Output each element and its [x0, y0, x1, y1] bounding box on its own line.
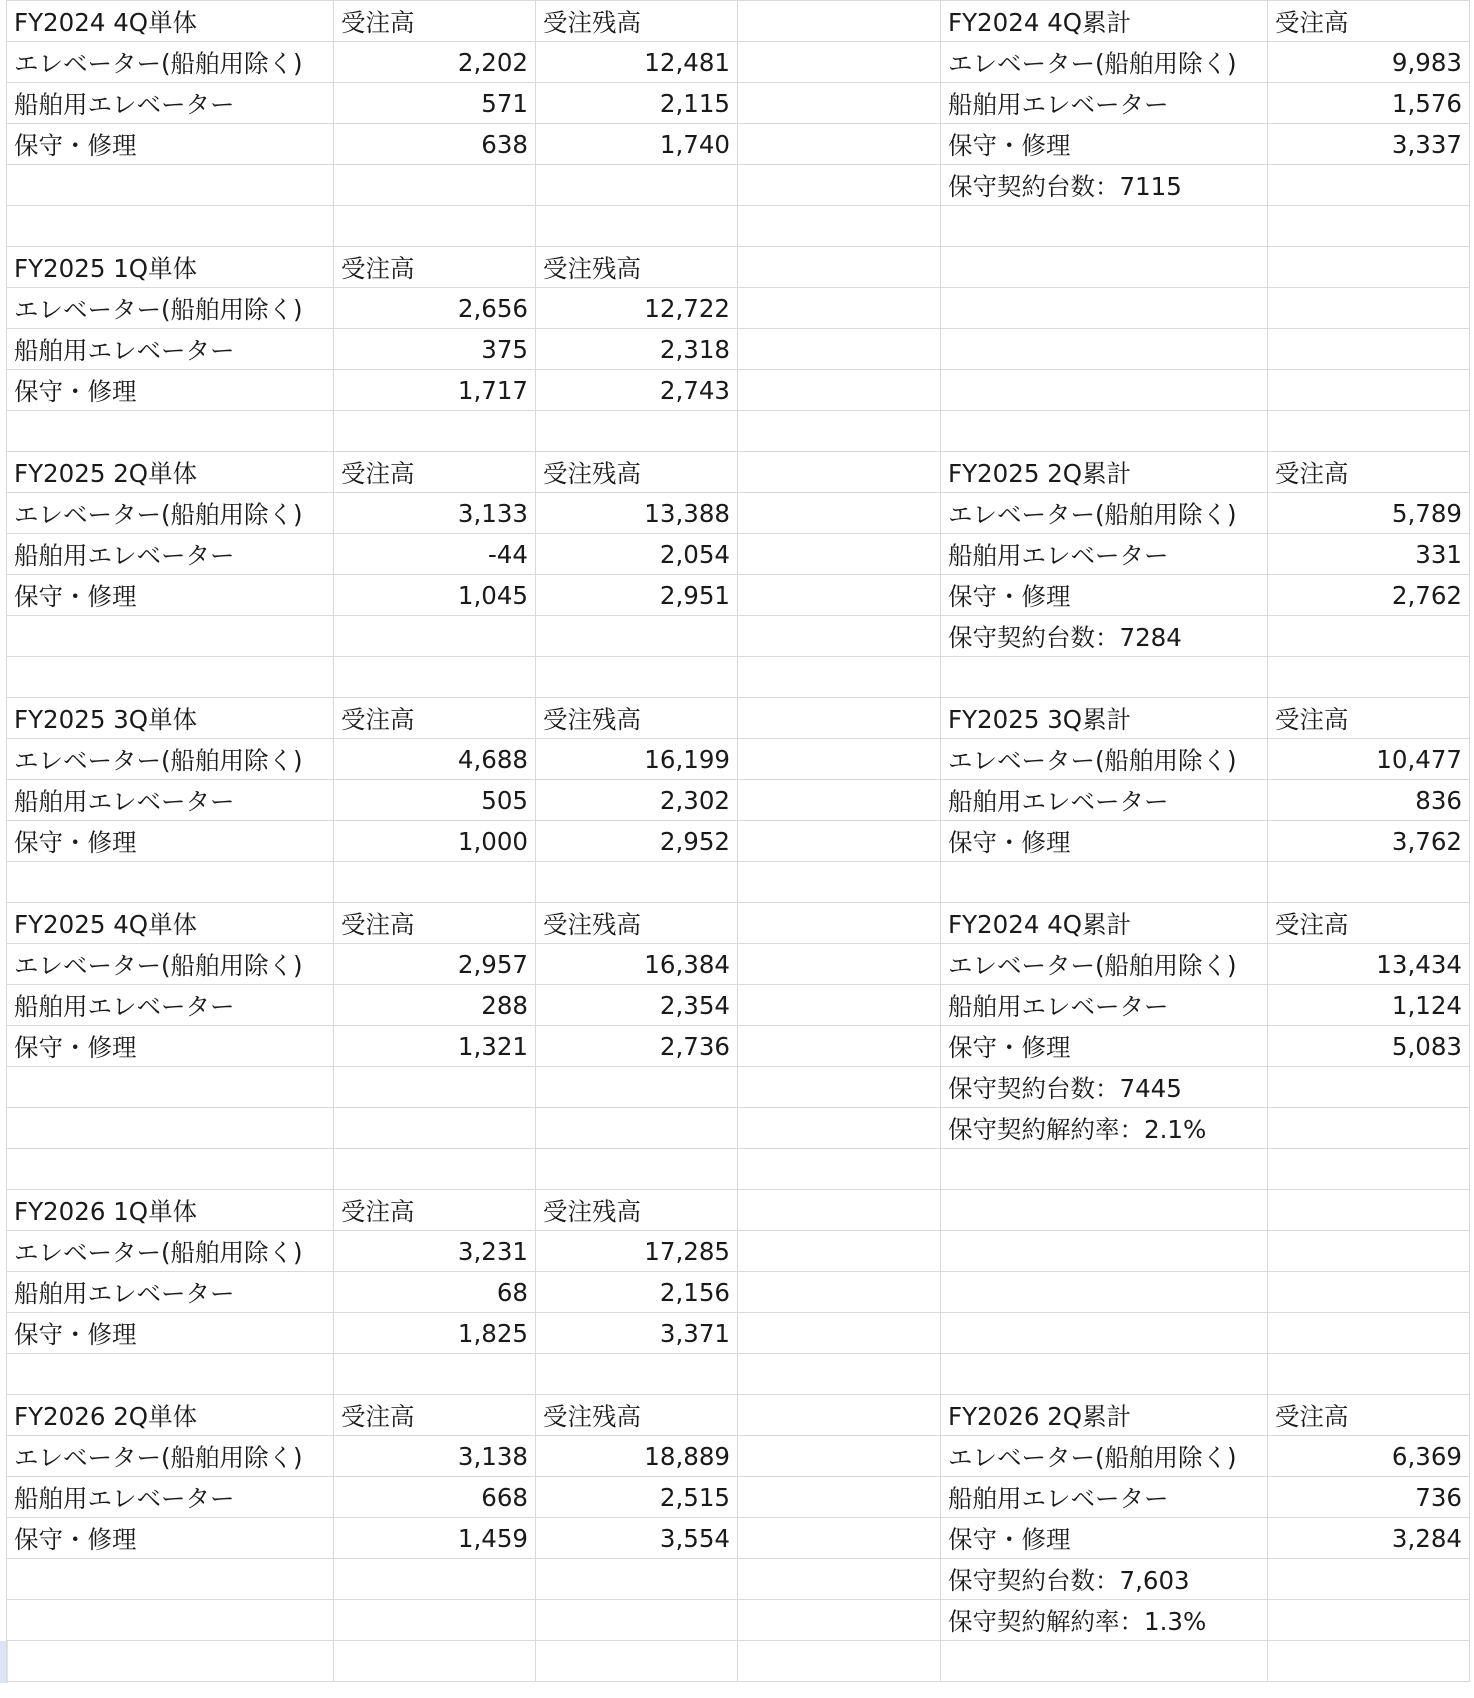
sheet-cell[interactable]: [536, 1108, 738, 1149]
sheet-cell[interactable]: [1268, 1067, 1470, 1108]
sheet-cell[interactable]: [1268, 165, 1470, 206]
sheet-cell[interactable]: [738, 903, 941, 944]
sheet-cell[interactable]: 3,371: [536, 1313, 738, 1354]
sheet-cell[interactable]: 1,124: [1268, 985, 1470, 1026]
sheet-cell[interactable]: 受注高: [334, 1395, 536, 1436]
sheet-cell[interactable]: [941, 1272, 1268, 1313]
sheet-row: [7, 42, 1470, 83]
sheet-row: [7, 1067, 1470, 1108]
sheet-cell[interactable]: [1268, 616, 1470, 657]
sheet-cell[interactable]: 16,199: [536, 739, 738, 780]
sheet-row: [7, 1149, 1470, 1190]
sheet-cell[interactable]: [334, 616, 536, 657]
sheet-row: [7, 862, 1470, 903]
sheet-cell[interactable]: [738, 1600, 941, 1641]
sheet-cell[interactable]: [7, 1600, 334, 1641]
sheet-cell[interactable]: 保守契約台数：7445: [941, 1067, 1268, 1108]
sheet-cell[interactable]: 3,133: [334, 493, 536, 534]
sheet-cell[interactable]: 12,481: [536, 42, 738, 83]
sheet-cell[interactable]: [738, 1395, 941, 1436]
sheet-cell[interactable]: [941, 1354, 1268, 1395]
sheet-cell[interactable]: [1268, 411, 1470, 452]
sheet-row: [7, 370, 1470, 411]
sheet-cell[interactable]: [7, 616, 334, 657]
sheet-cell[interactable]: [1268, 1600, 1470, 1641]
sheet-cell[interactable]: [738, 575, 941, 616]
sheet-cell[interactable]: 船舶用エレベーター: [7, 329, 334, 370]
sheet-cell[interactable]: 保守・修理: [7, 124, 334, 165]
sheet-cell[interactable]: [1268, 370, 1470, 411]
sheet-cell[interactable]: 68: [334, 1272, 536, 1313]
sheet-cell[interactable]: 3,554: [536, 1518, 738, 1559]
sheet-cell[interactable]: 船舶用エレベーター: [7, 534, 334, 575]
sheet-cell[interactable]: [738, 780, 941, 821]
sheet-cell[interactable]: エレベーター(船舶用除く): [941, 944, 1268, 985]
spreadsheet-table: [6, 0, 1470, 1682]
sheet-cell[interactable]: 1,321: [334, 1026, 536, 1067]
sheet-cell[interactable]: [738, 1354, 941, 1395]
sheet-cell[interactable]: 受注残高: [536, 1395, 738, 1436]
sheet-cell[interactable]: [738, 1149, 941, 1190]
sheet-cell[interactable]: [738, 1231, 941, 1272]
sheet-cell[interactable]: 1,740: [536, 124, 738, 165]
sheet-cell[interactable]: [941, 206, 1268, 247]
sheet-cell[interactable]: [738, 124, 941, 165]
sheet-row: [7, 534, 1470, 575]
sheet-cell[interactable]: 受注残高: [536, 698, 738, 739]
sheet-row: [7, 903, 1470, 944]
sheet-row: [7, 821, 1470, 862]
sheet-cell[interactable]: [738, 452, 941, 493]
sheet-cell[interactable]: [941, 862, 1268, 903]
sheet-cell[interactable]: [738, 1190, 941, 1231]
sheet-cell[interactable]: [738, 944, 941, 985]
sheet-row: [7, 83, 1470, 124]
sheet-cell[interactable]: 保守契約解約率：2.1%: [941, 1108, 1268, 1149]
sheet-cell[interactable]: エレベーター(船舶用除く): [941, 739, 1268, 780]
sheet-row: [7, 1231, 1470, 1272]
sheet-cell[interactable]: 2,743: [536, 370, 738, 411]
sheet-cell[interactable]: 船舶用エレベーター: [941, 1477, 1268, 1518]
sheet-row: [7, 1313, 1470, 1354]
sheet-cell[interactable]: 受注高: [334, 247, 536, 288]
sheet-row: [7, 1477, 1470, 1518]
sheet-cell[interactable]: [7, 1067, 334, 1108]
sheet-cell[interactable]: エレベーター(船舶用除く): [941, 1436, 1268, 1477]
sheet-cell[interactable]: 18,889: [536, 1436, 738, 1477]
sheet-cell[interactable]: 受注残高: [536, 247, 738, 288]
sheet-cell[interactable]: -44: [334, 534, 536, 575]
sheet-cell[interactable]: 2,302: [536, 780, 738, 821]
sheet-cell[interactable]: 受注高: [334, 452, 536, 493]
sheet-cell[interactable]: FY2024 4Q累計: [941, 1, 1268, 42]
sheet-cell[interactable]: 2,951: [536, 575, 738, 616]
sheet-row: [7, 411, 1470, 452]
sheet-cell[interactable]: 保守・修理: [7, 1313, 334, 1354]
sheet-cell[interactable]: 3,337: [1268, 124, 1470, 165]
sheet-cell[interactable]: 12,722: [536, 288, 738, 329]
sheet-cell[interactable]: [738, 698, 941, 739]
sheet-cell[interactable]: 13,434: [1268, 944, 1470, 985]
sheet-cell[interactable]: 6,369: [1268, 1436, 1470, 1477]
sheet-cell[interactable]: 船舶用エレベーター: [941, 780, 1268, 821]
sheet-cell[interactable]: エレベーター(船舶用除く): [941, 42, 1268, 83]
sheet-cell[interactable]: [738, 247, 941, 288]
sheet-cell[interactable]: エレベーター(船舶用除く): [7, 739, 334, 780]
sheet-cell[interactable]: エレベーター(船舶用除く): [941, 493, 1268, 534]
sheet-cell[interactable]: 571: [334, 83, 536, 124]
sheet-cell[interactable]: 375: [334, 329, 536, 370]
sheet-cell[interactable]: 505: [334, 780, 536, 821]
sheet-cell[interactable]: [334, 1108, 536, 1149]
sheet-cell[interactable]: [738, 1, 941, 42]
sheet-row: [7, 1600, 1470, 1641]
sheet-cell[interactable]: [334, 862, 536, 903]
sheet-cell[interactable]: [941, 657, 1268, 698]
sheet-cell[interactable]: [738, 165, 941, 206]
sheet-cell[interactable]: [1268, 288, 1470, 329]
sheet-cell[interactable]: [7, 1641, 334, 1682]
sheet-row: [7, 1436, 1470, 1477]
sheet-cell[interactable]: FY2025 2Q単体: [7, 452, 334, 493]
sheet-cell[interactable]: 331: [1268, 534, 1470, 575]
sheet-cell[interactable]: [941, 1190, 1268, 1231]
sheet-cell[interactable]: 船舶用エレベーター: [941, 985, 1268, 1026]
sheet-cell[interactable]: [7, 1559, 334, 1600]
sheet-cell[interactable]: 船舶用エレベーター: [7, 780, 334, 821]
sheet-cell[interactable]: FY2025 4Q単体: [7, 903, 334, 944]
sheet-cell[interactable]: 17,285: [536, 1231, 738, 1272]
sheet-cell[interactable]: [738, 657, 941, 698]
sheet-cell[interactable]: [1268, 206, 1470, 247]
sheet-cell[interactable]: 保守契約台数：7115: [941, 165, 1268, 206]
sheet-cell[interactable]: [738, 1067, 941, 1108]
sheet-row: [7, 288, 1470, 329]
sheet-cell[interactable]: 3,231: [334, 1231, 536, 1272]
sheet-cell[interactable]: [738, 1272, 941, 1313]
sheet-row: [7, 985, 1470, 1026]
sheet-cell[interactable]: [7, 206, 334, 247]
sheet-cell[interactable]: 受注残高: [536, 903, 738, 944]
sheet-row: [7, 575, 1470, 616]
sheet-cell[interactable]: 2,054: [536, 534, 738, 575]
sheet-cell[interactable]: 船舶用エレベーター: [7, 1272, 334, 1313]
sheet-cell[interactable]: エレベーター(船舶用除く): [7, 1231, 334, 1272]
sheet-cell[interactable]: 288: [334, 985, 536, 1026]
sheet-cell[interactable]: [1268, 1190, 1470, 1231]
sheet-cell[interactable]: 2,957: [334, 944, 536, 985]
sheet-row: [7, 206, 1470, 247]
sheet-cell[interactable]: [941, 288, 1268, 329]
spreadsheet-body: [7, 1, 1470, 1682]
sheet-row: [7, 1, 1470, 42]
sheet-cell[interactable]: 船舶用エレベーター: [941, 83, 1268, 124]
sheet-cell[interactable]: [738, 1436, 941, 1477]
sheet-cell[interactable]: [536, 1600, 738, 1641]
sheet-cell[interactable]: [738, 370, 941, 411]
sheet-cell[interactable]: FY2025 3Q累計: [941, 698, 1268, 739]
sheet-cell[interactable]: 2,202: [334, 42, 536, 83]
sheet-cell[interactable]: [738, 1108, 941, 1149]
sheet-cell[interactable]: エレベーター(船舶用除く): [7, 288, 334, 329]
sheet-cell[interactable]: エレベーター(船舶用除く): [7, 493, 334, 534]
sheet-cell[interactable]: エレベーター(船舶用除く): [7, 1436, 334, 1477]
sheet-cell[interactable]: 1,825: [334, 1313, 536, 1354]
sheet-cell[interactable]: [941, 1313, 1268, 1354]
sheet-cell[interactable]: FY2025 3Q単体: [7, 698, 334, 739]
sheet-cell[interactable]: 638: [334, 124, 536, 165]
sheet-cell[interactable]: [536, 206, 738, 247]
sheet-row: [7, 657, 1470, 698]
sheet-cell[interactable]: [1268, 329, 1470, 370]
sheet-cell[interactable]: [738, 1641, 941, 1682]
sheet-cell[interactable]: [1268, 657, 1470, 698]
sheet-cell[interactable]: 受注残高: [536, 452, 738, 493]
sheet-row: [7, 1354, 1470, 1395]
sheet-cell[interactable]: 受注高: [334, 1, 536, 42]
sheet-cell[interactable]: 船舶用エレベーター: [7, 985, 334, 1026]
sheet-cell[interactable]: [738, 821, 941, 862]
sheet-cell[interactable]: [536, 657, 738, 698]
sheet-cell[interactable]: [738, 985, 941, 1026]
sheet-row: [7, 1272, 1470, 1313]
sheet-cell[interactable]: [941, 411, 1268, 452]
sheet-cell[interactable]: [536, 1559, 738, 1600]
sheet-cell[interactable]: [334, 1354, 536, 1395]
sheet-cell[interactable]: [941, 1641, 1268, 1682]
sheet-cell[interactable]: 保守契約台数：7,603: [941, 1559, 1268, 1600]
sheet-cell[interactable]: 3,762: [1268, 821, 1470, 862]
sheet-cell[interactable]: 保守・修理: [941, 1518, 1268, 1559]
sheet-cell[interactable]: 船舶用エレベーター: [941, 534, 1268, 575]
sheet-cell[interactable]: [738, 1026, 941, 1067]
sheet-cell[interactable]: 受注高: [1268, 698, 1470, 739]
sheet-cell[interactable]: [7, 1149, 334, 1190]
sheet-row: [7, 944, 1470, 985]
sheet-cell[interactable]: [941, 1149, 1268, 1190]
sheet-row: [7, 493, 1470, 534]
sheet-cell[interactable]: 保守契約台数：7284: [941, 616, 1268, 657]
sheet-cell[interactable]: FY2024 4Q累計: [941, 903, 1268, 944]
sheet-cell[interactable]: FY2025 2Q累計: [941, 452, 1268, 493]
sheet-cell[interactable]: 2,156: [536, 1272, 738, 1313]
sheet-row: [7, 124, 1470, 165]
sheet-cell[interactable]: [334, 206, 536, 247]
sheet-cell[interactable]: 保守・修理: [7, 1518, 334, 1559]
sheet-row: [7, 329, 1470, 370]
sheet-cell[interactable]: [7, 657, 334, 698]
sheet-cell[interactable]: 受注高: [334, 698, 536, 739]
sheet-cell[interactable]: 受注高: [1268, 1, 1470, 42]
sheet-cell[interactable]: [1268, 1641, 1470, 1682]
sheet-cell[interactable]: [941, 370, 1268, 411]
sheet-cell[interactable]: 2,354: [536, 985, 738, 1026]
sheet-cell[interactable]: [738, 616, 941, 657]
sheet-cell[interactable]: FY2026 1Q単体: [7, 1190, 334, 1231]
sheet-cell[interactable]: [536, 165, 738, 206]
sheet-cell[interactable]: [536, 1641, 738, 1682]
sheet-cell[interactable]: [334, 165, 536, 206]
sheet-cell[interactable]: [1268, 1354, 1470, 1395]
sheet-cell[interactable]: 10,477: [1268, 739, 1470, 780]
sheet-cell[interactable]: [1268, 247, 1470, 288]
sheet-cell[interactable]: [7, 165, 334, 206]
sheet-cell[interactable]: [536, 1067, 738, 1108]
sheet-cell[interactable]: 16,384: [536, 944, 738, 985]
sheet-cell[interactable]: 受注残高: [536, 1190, 738, 1231]
sheet-cell[interactable]: 4,688: [334, 739, 536, 780]
sheet-row: [7, 616, 1470, 657]
sheet-cell[interactable]: [7, 1354, 334, 1395]
sheet-cell[interactable]: 2,762: [1268, 575, 1470, 616]
sheet-cell[interactable]: [1268, 1149, 1470, 1190]
sheet-cell[interactable]: [1268, 862, 1470, 903]
sheet-cell[interactable]: 736: [1268, 1477, 1470, 1518]
sheet-cell[interactable]: [7, 862, 334, 903]
sheet-cell[interactable]: 5,789: [1268, 493, 1470, 534]
sheet-cell[interactable]: [738, 42, 941, 83]
sheet-cell[interactable]: [334, 657, 536, 698]
sheet-cell[interactable]: 保守・修理: [7, 370, 334, 411]
sheet-cell[interactable]: 保守・修理: [941, 1026, 1268, 1067]
sheet-cell[interactable]: 保守契約解約率：1.3%: [941, 1600, 1268, 1641]
sheet-cell[interactable]: 2,952: [536, 821, 738, 862]
sheet-cell[interactable]: [738, 1559, 941, 1600]
sheet-cell[interactable]: [738, 411, 941, 452]
sheet-cell[interactable]: [7, 411, 334, 452]
sheet-cell[interactable]: [941, 1231, 1268, 1272]
sheet-cell[interactable]: 保守・修理: [941, 124, 1268, 165]
sheet-cell[interactable]: 2,656: [334, 288, 536, 329]
sheet-cell[interactable]: 保守・修理: [7, 1026, 334, 1067]
sheet-cell[interactable]: 1,459: [334, 1518, 536, 1559]
sheet-cell[interactable]: [941, 329, 1268, 370]
sheet-cell[interactable]: [738, 329, 941, 370]
sheet-cell[interactable]: エレベーター(船舶用除く): [7, 944, 334, 985]
sheet-cell[interactable]: 2,515: [536, 1477, 738, 1518]
sheet-row: [7, 247, 1470, 288]
sheet-cell[interactable]: 9,983: [1268, 42, 1470, 83]
sheet-cell[interactable]: [536, 1149, 738, 1190]
sheet-row: [7, 1395, 1470, 1436]
sheet-cell[interactable]: FY2026 2Q累計: [941, 1395, 1268, 1436]
sheet-cell[interactable]: [738, 1313, 941, 1354]
sheet-cell[interactable]: [334, 1067, 536, 1108]
sheet-cell[interactable]: 保守・修理: [941, 821, 1268, 862]
sheet-cell[interactable]: 船舶用エレベーター: [7, 1477, 334, 1518]
sheet-cell[interactable]: [738, 288, 941, 329]
sheet-row: [7, 1559, 1470, 1600]
sheet-cell[interactable]: 保守・修理: [7, 821, 334, 862]
sheet-cell[interactable]: 1,576: [1268, 83, 1470, 124]
sheet-cell[interactable]: 13,388: [536, 493, 738, 534]
sheet-cell[interactable]: [1268, 1313, 1470, 1354]
sheet-cell[interactable]: [738, 534, 941, 575]
sheet-cell[interactable]: [536, 862, 738, 903]
sheet-cell[interactable]: [738, 739, 941, 780]
sheet-cell[interactable]: 受注高: [1268, 1395, 1470, 1436]
sheet-cell[interactable]: [536, 1354, 738, 1395]
sheet-cell[interactable]: [738, 83, 941, 124]
sheet-cell[interactable]: 受注高: [1268, 452, 1470, 493]
sheet-row: [7, 780, 1470, 821]
sheet-cell[interactable]: 受注残高: [536, 1, 738, 42]
sheet-row: [7, 1518, 1470, 1559]
sheet-cell[interactable]: [738, 493, 941, 534]
sheet-cell[interactable]: 船舶用エレベーター: [7, 83, 334, 124]
sheet-row: [7, 698, 1470, 739]
sheet-cell[interactable]: 1,000: [334, 821, 536, 862]
sheet-cell[interactable]: 836: [1268, 780, 1470, 821]
sheet-cell[interactable]: [1268, 1108, 1470, 1149]
sheet-cell[interactable]: 2,318: [536, 329, 738, 370]
sheet-row: [7, 1641, 1470, 1682]
sheet-cell[interactable]: FY2024 4Q単体: [7, 1, 334, 42]
sheet-cell[interactable]: [738, 206, 941, 247]
sheet-cell[interactable]: エレベーター(船舶用除く): [7, 42, 334, 83]
sheet-cell[interactable]: 2,115: [536, 83, 738, 124]
sheet-cell[interactable]: [941, 247, 1268, 288]
sheet-cell[interactable]: 3,284: [1268, 1518, 1470, 1559]
sheet-cell[interactable]: FY2026 2Q単体: [7, 1395, 334, 1436]
sheet-cell[interactable]: [738, 862, 941, 903]
sheet-row: [7, 1108, 1470, 1149]
sheet-cell[interactable]: [7, 1108, 334, 1149]
sheet-cell[interactable]: [738, 1477, 941, 1518]
sheet-cell[interactable]: [334, 1600, 536, 1641]
sheet-cell[interactable]: [334, 1559, 536, 1600]
sheet-cell[interactable]: [1268, 1559, 1470, 1600]
sheet-cell[interactable]: [334, 1641, 536, 1682]
sheet-cell[interactable]: 受注高: [1268, 903, 1470, 944]
sheet-cell[interactable]: 受注高: [334, 1190, 536, 1231]
sheet-cell[interactable]: 2,736: [536, 1026, 738, 1067]
sheet-cell[interactable]: [334, 1149, 536, 1190]
sheet-row: [7, 1190, 1470, 1231]
sheet-row: [7, 1026, 1470, 1067]
sheet-cell[interactable]: 1,045: [334, 575, 536, 616]
sheet-cell[interactable]: [738, 1518, 941, 1559]
sheet-cell[interactable]: 保守・修理: [941, 575, 1268, 616]
sheet-row: [7, 165, 1470, 206]
sheet-cell[interactable]: 1,717: [334, 370, 536, 411]
sheet-cell[interactable]: [1268, 1231, 1470, 1272]
sheet-cell[interactable]: 668: [334, 1477, 536, 1518]
sheet-row: [7, 739, 1470, 780]
sheet-cell[interactable]: FY2025 1Q単体: [7, 247, 334, 288]
sheet-cell[interactable]: [536, 411, 738, 452]
sheet-cell[interactable]: 5,083: [1268, 1026, 1470, 1067]
sheet-row: [7, 452, 1470, 493]
sheet-cell[interactable]: [334, 411, 536, 452]
sheet-cell[interactable]: 受注高: [334, 903, 536, 944]
sheet-cell[interactable]: [1268, 1272, 1470, 1313]
sheet-cell[interactable]: 3,138: [334, 1436, 536, 1477]
sheet-cell[interactable]: 保守・修理: [7, 575, 334, 616]
sheet-cell[interactable]: [536, 616, 738, 657]
